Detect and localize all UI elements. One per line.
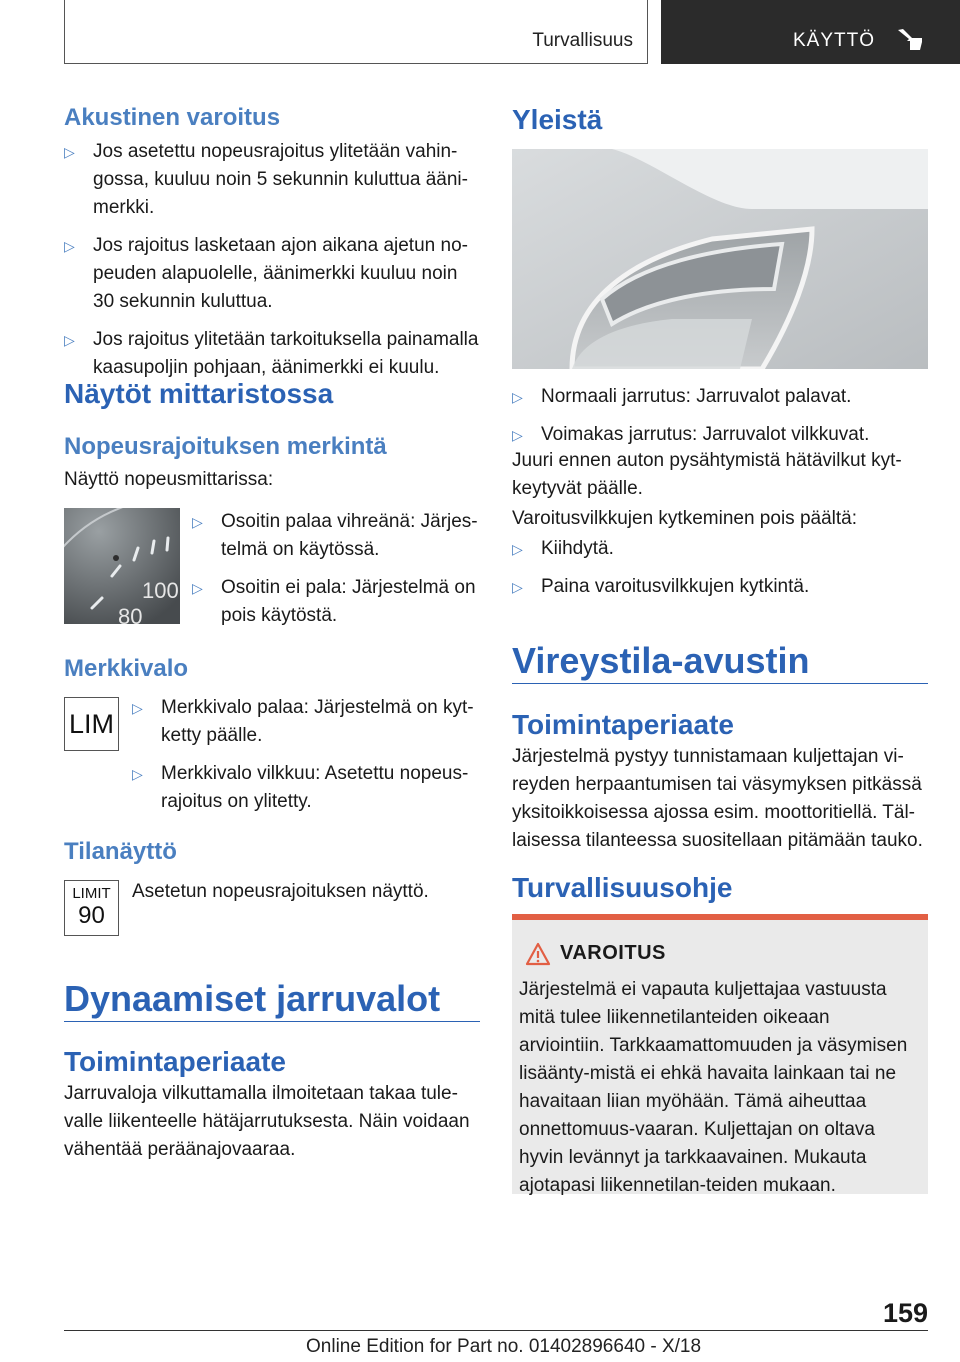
list-item: ▷ Merkkivalo palaa: Järjestelmä on kyt-ketty päälle. (132, 694, 482, 750)
hazard-off-steps (512, 535, 928, 611)
safety-note-heading: Turvallisuusohje (512, 872, 733, 903)
brake-principle-text: Jarruvaloja vilkuttamalla ilmoitetaan takaa tule-valle liikenteelle hätäjarrutuksesta. Näin voidaan vähentää peräänajovaaraa. (64, 1083, 470, 1160)
cluster-displays-heading: Näytöt mittaristossa (64, 378, 334, 409)
header-chapter-tab[interactable] (661, 0, 960, 64)
list-item: ▷ Voimakas jarrutus: Jarruvalot vilkkuvat. (512, 421, 928, 449)
triangle-bullet-icon: ▷ (64, 144, 75, 160)
list-item: ▷ Jos asetettu nopeusrajoitus ylitetään vahin-gossa, kuuluu noin 5 sekunnin kuluttua ääni-merkki. (64, 138, 480, 222)
triangle-bullet-icon: ▷ (132, 766, 143, 782)
alertness-principle-text: Järjestelmä pystyy tunnistamaan kuljettajan vi-reyden herpaantumisen tai väsymyksen pitkässä yksitoikkoisessa ajossa esim. moottoritiellä. Täl-laisessa tilanteessa suositellaan pitämään tauko. (512, 746, 923, 851)
dynamic-brake-lights-heading: Dynaamiset jarruvalot (64, 978, 441, 1019)
triangle-bullet-icon: ▷ (192, 580, 203, 596)
taillight-image (512, 149, 928, 369)
hazard-lights-text: Juuri ennen auton pysähtymistä hätävilkut kyt-keytyvät päälle. (512, 450, 902, 499)
footer-divider (64, 1330, 928, 1331)
gauge-label-100: 100 (142, 578, 179, 603)
lim-indicator-icon: LIM (64, 697, 119, 751)
alertness-principle-heading: Toimintaperiaate (512, 709, 734, 740)
warning-title: VAROITUS (560, 942, 666, 964)
list-item: ▷ Jos rajoitus lasketaan ajon aikana ajetun no-peuden alapuolelle, äänimerkki kuuluu noin 30 sekunnin kuluttua. (64, 232, 480, 316)
general-heading: Yleistä (512, 104, 603, 135)
limit-icon-label: LIMIT (72, 885, 111, 902)
header-section-title: Turvallisuus (532, 30, 633, 51)
page-number: 159 (882, 1298, 928, 1328)
gauge-label-80: 80 (118, 604, 143, 624)
header-section-box (64, 0, 648, 64)
warning-triangle-icon (525, 942, 551, 966)
triangle-bullet-icon: ▷ (64, 332, 75, 348)
triangle-bullet-icon: ▷ (64, 238, 75, 254)
warning-text: Järjestelmä ei vapauta kuljettajaa vastuusta mitä tulee liikennetilanteiden oikeaan arviointiin. Tarkkaamattomuuden ja väsymisen lisäänty-mistä ei ehkä havaita lainkaan tai ne havaitaan liian myöhään. Tämä aiheuttaa onnettomuus-vaaran. Kuljettajan on oltava hyvin levännyt ja tarkkaavainen. Mukauta ajotapasi liikennetilan-teiden mukaan. (519, 979, 908, 1196)
status-display-heading: Tilanäyttö (64, 838, 177, 865)
list-item: ▷ Merkkivalo vilkkuu: Asetettu nopeus-rajoitus on ylitetty. (132, 760, 482, 816)
warning-box (512, 914, 928, 1194)
hazard-off-intro: Varoitusvilkkujen kytkeminen pois päältä: (512, 508, 857, 529)
status-display-text: Asetetun nopeusrajoituksen näyttö. (132, 881, 429, 902)
acoustic-warning-list (64, 138, 480, 392)
footer-edition-text: Online Edition for Part no. 01402896640 - X/18 (306, 1336, 702, 1357)
section-divider (64, 1021, 480, 1022)
brake-principle-heading: Toimintaperiaate (64, 1046, 286, 1077)
section-divider (512, 683, 928, 684)
list-item: ▷ Paina varoitusvilkkujen kytkintä. (512, 573, 928, 601)
hand-pointing-icon (896, 26, 924, 52)
triangle-bullet-icon: ▷ (132, 700, 143, 716)
alertness-assistant-heading: Vireystila-avustin (512, 640, 810, 681)
list-item: ▷ Normaali jarrutus: Jarruvalot palavat. (512, 383, 928, 411)
indicator-light-list (132, 694, 482, 826)
list-item: ▷ Osoitin palaa vihreänä: Järjes-telmä on käytössä. (192, 508, 482, 564)
triangle-bullet-icon: ▷ (512, 427, 523, 443)
triangle-bullet-icon: ▷ (512, 579, 523, 595)
speedometer-image (64, 508, 180, 624)
acoustic-warning-heading: Akustinen varoitus (64, 104, 281, 131)
triangle-bullet-icon: ▷ (512, 389, 523, 405)
list-item: ▷ Kiihdytä. (512, 535, 928, 563)
limit-90-icon (64, 880, 119, 936)
list-item: ▷ Jos rajoitus ylitetään tarkoituksella painamalla kaasupoljin pohjaan, äänimerkki ei kuulu. (64, 326, 480, 382)
triangle-bullet-icon: ▷ (192, 514, 203, 530)
triangle-bullet-icon: ▷ (512, 541, 523, 557)
list-item: ▷ Osoitin ei pala: Järjestelmä on pois käytöstä. (192, 574, 482, 630)
speedometer-intro-text: Näyttö nopeusmittarissa: (64, 469, 274, 490)
speed-marking-list (192, 508, 482, 640)
indicator-light-heading: Merkkivalo (64, 655, 189, 682)
speed-limit-marking-heading: Nopeusrajoituksen merkintä (64, 433, 387, 460)
header-chapter-label: KÄYTTÖ (793, 30, 876, 51)
limit-icon-value: 90 (78, 902, 105, 929)
